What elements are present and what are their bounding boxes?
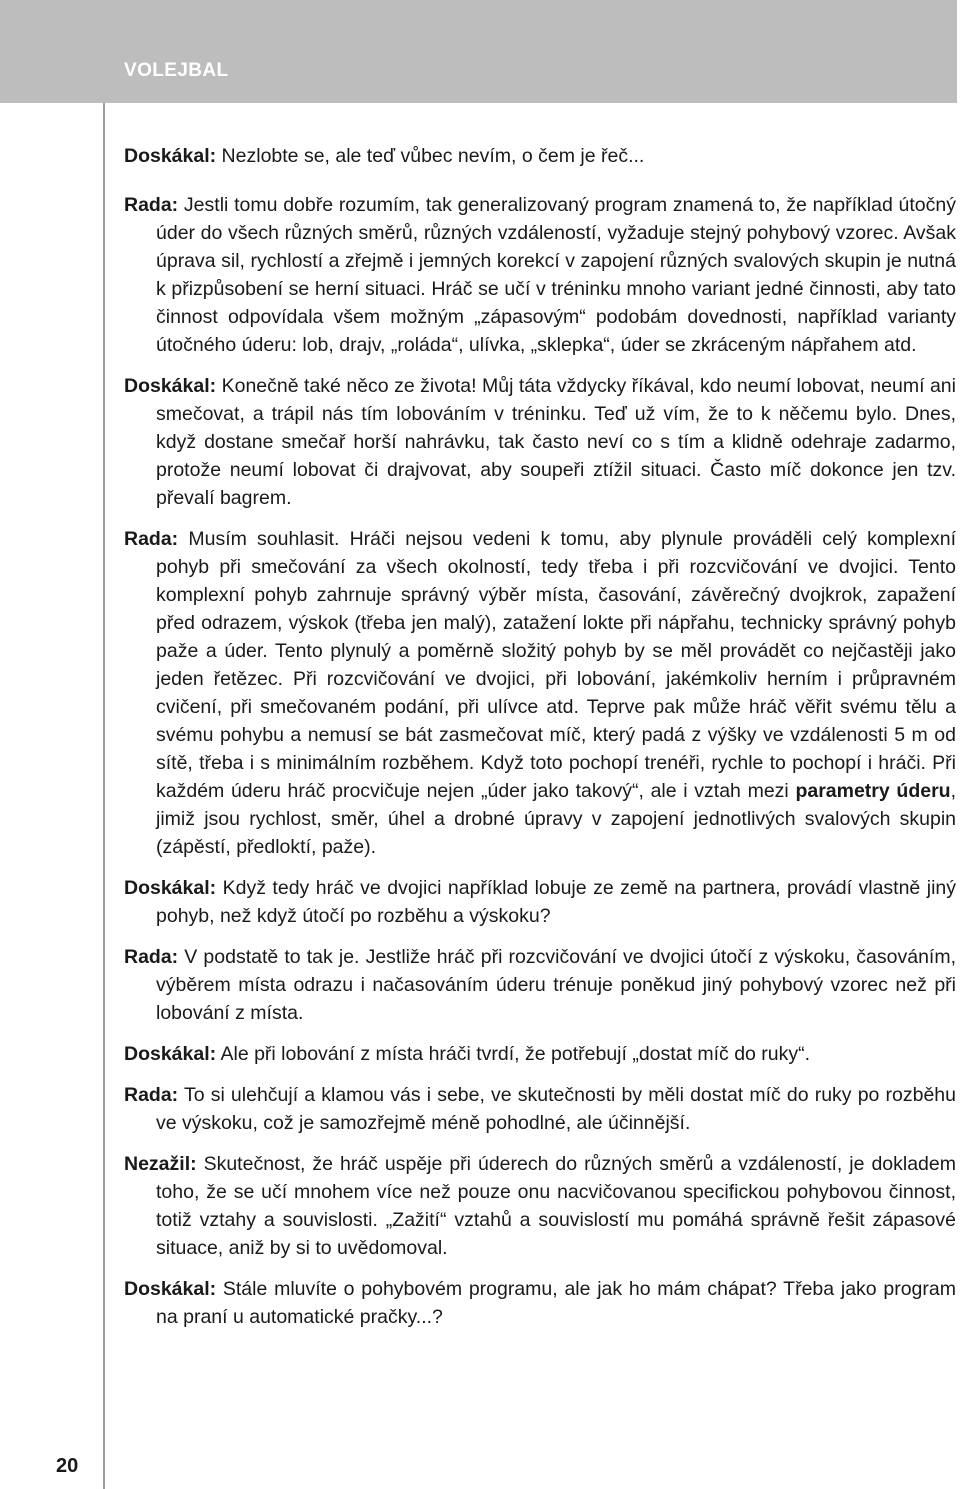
dialogue-entry [124,943,956,1027]
speaker-name: Doskákal: [124,1278,217,1300]
dialogue-entry [124,1040,956,1068]
speaker-name: Nezažil: [124,1153,197,1175]
dialogue-entry [124,874,956,930]
entry-text: V podstatě to tak je. Jestliže hráč při rozcvičování ve dvojici útočí z výskoku, časováním, výběrem místa odrazu i načasováním úderu trénuje poněkud jiný pohybový vzorec než při lobování z místa. [156,946,956,1024]
entry-text: To si ulehčují a klamou vás i sebe, ve skutečnosti by měli dostat míč do ruky po rozběhu ve výskoku, což je samozřejmě méně pohodlné, ale účinnější. [156,1084,956,1134]
dialogue-entry [124,142,956,170]
speaker-name: Doskákal: [124,375,217,397]
dialogue-body [124,142,956,1331]
entry-text: , jimiž jsou rychlost, směr, úhel a drobné úpravy v zapojení jednotlivých svalových skupin (zápěstí, předloktí, paže). [156,780,957,858]
dialogue-entry [124,1081,956,1137]
speaker-name: Doskákal: [124,1043,217,1065]
speaker-name: Rada: [124,1084,179,1106]
dialogue-entry [124,1275,956,1331]
speaker-name: Doskákal: [124,877,217,899]
speaker-name: Rada: [124,194,179,216]
entry-text: Nezlobte se, ale teď vůbec nevím, o čem je řeč... [216,145,645,167]
entry-text: Konečně také něco ze života! Můj táta vždycky říkával, kdo neumí lobovat, neumí ani smečovat, a trápil nás tím lobováním v tréninku. Teď už vím, že to k něčemu bylo. Dnes, když dostane smečař horší nahrávku, tak často neví co s tím a klidně odehraje zadarmo, protože neumí lobovat či drajvovat, aby soupeři ztížil situaci. Často míč dokonce jen tzv. převalí bagrem. [156,375,956,509]
entry-text: Skutečnost, že hráč uspěje při úderech do různých směrů a vzdáleností, je dokladem toho, že se učí mnohem více než pouze onu nacvičovanou specifickou pohybovou činnost, totiž vztahy a souvislosti. „Zažití“ vztahů a souvislostí mu pomáhá správně řešit zápasové situace, aniž by si to uvědomoval. [156,1153,956,1259]
dialogue-entry [124,372,956,512]
dialogue-entry [124,191,956,359]
entry-text: Stále mluvíte o pohybovém programu, ale jak ho mám chápat? Třeba jako program na praní u automatické pračky...? [156,1278,956,1328]
page-margin [0,0,103,1489]
speaker-name: Doskákal: [124,145,217,167]
dialogue-entry [124,525,956,861]
speaker-name: Rada: [124,528,179,550]
entry-text: Ale při lobování z místa hráči tvrdí, že potřebují „dostat míč do ruky“. [216,1043,811,1065]
entry-text: Když tedy hráč ve dvojici například lobuje ze země na partnera, provádí vlastně jiný pohyb, než když útočí po rozběhu a výskoku? [156,877,956,927]
section-header-band [0,0,957,103]
section-title: VOLEJBAL [124,60,229,81]
dialogue-entry [124,1150,956,1262]
emphasized-term: parametry úderu [795,780,951,802]
entry-text: Musím souhlasit. Hráči nejsou vedeni k tomu, aby plynule prováděli celý komplexní pohyb při smečování za všech okolností, tedy třeba i při rozcvičování ve dvojici. Tento komplexní pohyb zahrnuje správný výběr místa, časování, závěrečný dvojkrok, zapažení před odrazem, výskok (třeba jen malý), zatažení lokte při nápřahu, technicky správný pohyb paže a úder. Tento plynulý a poměrně složitý pohyb by se měl provádět co nejčastěji jako jeden řetězec. Při rozcvičování ve dvojici, při lobování, jakémkoliv herním i průpravném cvičení, při smečovaném podání, při ulívce atd. Teprve pak může hráč věřit svému tělu a svému pohybu a nemusí se bát zasmečovat míč, který padá z výšky ve vzdálenosti 5 m od sítě, třeba i s minimálním rozběhem. Když toto pochopí trenéři, rychle to pochopí i hráči. Při každém úderu hráč procvičuje nejen „úder jako takový“, ale i vztah mezi [156,528,956,802]
speaker-name: Rada: [124,946,179,968]
margin-rule [103,103,105,1489]
page-number: 20 [56,1455,79,1477]
entry-text: Jestli tomu dobře rozumím, tak generalizovaný program znamená to, že například útočný úder do všech různých směrů, různých vzdáleností, vyžaduje stejný pohybový vzorec. Avšak úprava sil, rychlostí a zřejmě i jemných korekcí v zapojení různých svalových skupin je nutná k přizpůsobení se herní situaci. Hráč se učí v tréninku mnoho variant jedné činnosti, aby tato činnost odpovídala všem možným „zápasovým“ podobám dovednosti, například varianty útočného úderu: lob, drajv, „roláda“, ulívka, „sklepka“, úder se zkráceným nápřahem atd. [156,194,956,356]
